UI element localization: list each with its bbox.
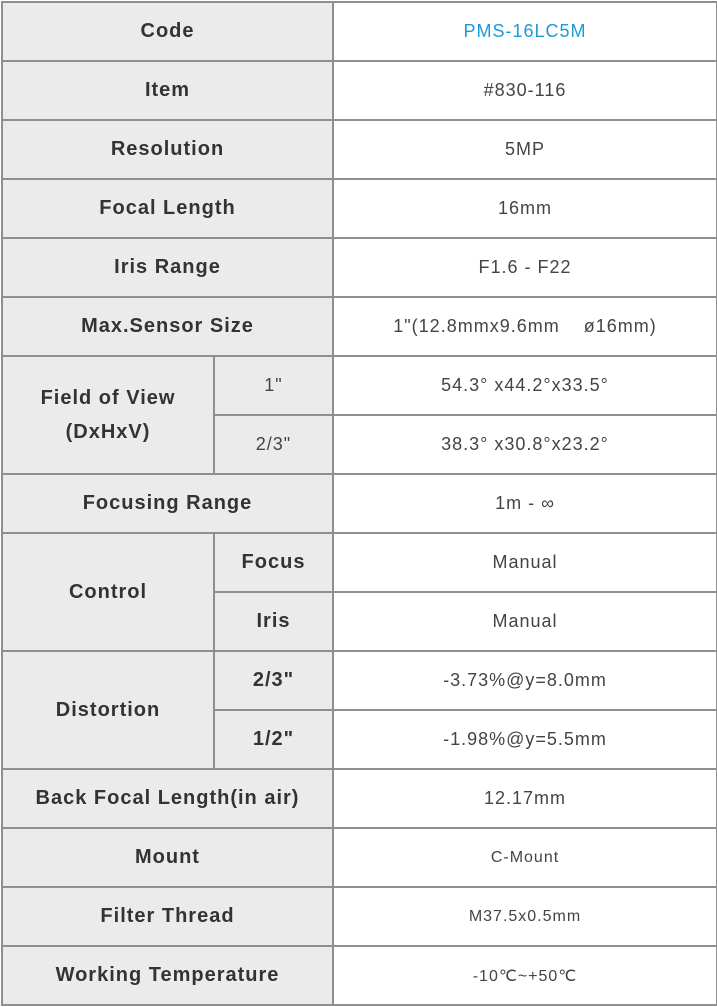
field-of-view-value: 54.3° x44.2°x33.5° xyxy=(333,356,717,415)
control-value: Manual xyxy=(333,533,717,592)
working-temperature-label: Working Temperature xyxy=(2,946,333,1005)
field-of-view-sub-label: 1" xyxy=(214,356,333,415)
back-focal-length-value: 12.17mm xyxy=(333,769,717,828)
mount-value: C-Mount xyxy=(333,828,717,887)
row-focal-length xyxy=(2,179,717,238)
control-value: Manual xyxy=(333,592,717,651)
focal-length-label: Focal Length xyxy=(2,179,333,238)
row-field-of-view-1 xyxy=(2,356,717,415)
row-distortion-1 xyxy=(2,651,717,710)
row-back-focal-length xyxy=(2,769,717,828)
row-control-focus xyxy=(2,533,717,592)
row-working-temperature xyxy=(2,946,717,1005)
iris-range-label: Iris Range xyxy=(2,238,333,297)
row-focusing-range xyxy=(2,474,717,533)
distortion-sub-label: 2/3" xyxy=(214,651,333,710)
working-temperature-value: -10℃~+50℃ xyxy=(333,946,717,1005)
resolution-label: Resolution xyxy=(2,120,333,179)
row-code xyxy=(2,2,717,61)
row-resolution xyxy=(2,120,717,179)
field-of-view-label-line2: (DxHxV) xyxy=(65,421,151,443)
distortion-sub-label: 1/2" xyxy=(214,710,333,769)
spec-table xyxy=(1,1,717,1006)
resolution-value: 5MP xyxy=(333,120,717,179)
item-value: #830-116 xyxy=(333,61,717,120)
filter-thread-value: M37.5x0.5mm xyxy=(333,887,717,946)
code-label: Code xyxy=(2,2,333,61)
code-value: PMS-16LC5M xyxy=(333,2,717,61)
filter-thread-label: Filter Thread xyxy=(2,887,333,946)
row-mount xyxy=(2,828,717,887)
item-label: Item xyxy=(2,61,333,120)
control-sub-label: Focus xyxy=(214,533,333,592)
row-iris-range xyxy=(2,238,717,297)
control-label: Control xyxy=(2,533,214,651)
distortion-value: -3.73%@y=8.0mm xyxy=(333,651,717,710)
field-of-view-value: 38.3° x30.8°x23.2° xyxy=(333,415,717,474)
distortion-value: -1.98%@y=5.5mm xyxy=(333,710,717,769)
focusing-range-label: Focusing Range xyxy=(2,474,333,533)
field-of-view-label-line1: Field of View xyxy=(40,387,176,409)
mount-label: Mount xyxy=(2,828,333,887)
field-of-view-label xyxy=(2,356,214,474)
max-sensor-size-value: 1"(12.8mmx9.6mm ø16mm) xyxy=(333,297,717,356)
focusing-range-value: 1m - ∞ xyxy=(333,474,717,533)
focal-length-value: 16mm xyxy=(333,179,717,238)
field-of-view-sub-label: 2/3" xyxy=(214,415,333,474)
iris-range-value: F1.6 - F22 xyxy=(333,238,717,297)
row-max-sensor-size xyxy=(2,297,717,356)
row-filter-thread xyxy=(2,887,717,946)
distortion-label: Distortion xyxy=(2,651,214,769)
control-sub-label: Iris xyxy=(214,592,333,651)
row-item xyxy=(2,61,717,120)
back-focal-length-label: Back Focal Length(in air) xyxy=(2,769,333,828)
max-sensor-size-label: Max.Sensor Size xyxy=(2,297,333,356)
